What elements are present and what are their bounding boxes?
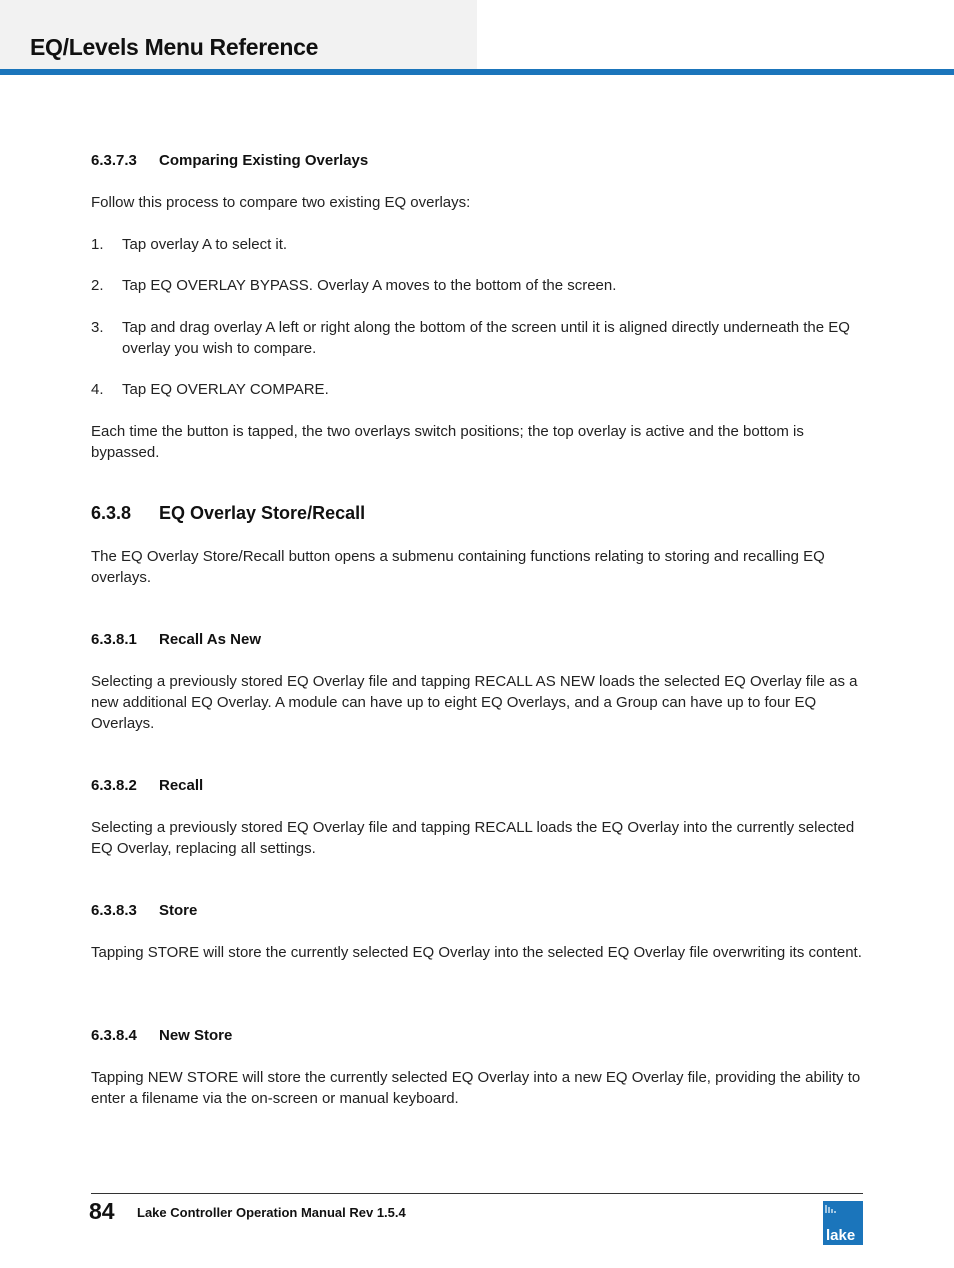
page-number: 84 [89,1198,115,1224]
paragraph: Each time the button is tapped, the two overlays switch positions; the top overlay is active and the bottom is bypassed. [91,423,804,461]
paragraph: Tapping NEW STORE will store the currently selected EQ Overlay into a new EQ Overlay file, providing the ability to enter a filename via the on-screen or manual keyboard. [91,1069,861,1107]
lake-logo [823,1201,863,1245]
section-heading-6-3-8-3: 6.3.8.3 Store [91,902,198,919]
list-item: 1. Tap overlay A to select it. [91,236,288,253]
section-heading-6-3-8-2: 6.3.8.2 Recall [91,777,204,794]
paragraph: The EQ Overlay Store/Recall button opens a submenu containing functions relating to storing and recalling EQ overlays. [91,548,825,586]
footer-rule [91,1193,863,1194]
header-rule [0,69,954,75]
section-heading-6-3-7-3: 6.3.7.3 Comparing Existing Overlays [91,152,369,169]
section-heading-6-3-8-1: 6.3.8.1 Recall As New [91,631,261,648]
paragraph: Selecting a previously stored EQ Overlay file and tapping RECALL loads the EQ Overlay into the currently selected EQ Overlay, replacing all settings. [91,819,855,857]
footer-title: Lake Controller Operation Manual Rev 1.5.4 [137,1205,406,1220]
list-item: 4. Tap EQ OVERLAY COMPARE. [91,381,329,398]
list-item: 2. Tap EQ OVERLAY BYPASS. Overlay A moves to the bottom of the screen. [91,277,617,294]
paragraph: Selecting a previously stored EQ Overlay file and tapping RECALL AS NEW loads the selected EQ Overlay file as a new additional EQ Overlay. A module can have up to eight EQ Overlays, and a Group can have up to four EQ Overlays. [91,673,858,732]
paragraph: Follow this process to compare two existing EQ overlays: [91,194,471,211]
logo-wordmark: lake [826,1227,856,1244]
section-heading-6-3-8-4: 6.3.8.4 New Store [91,1027,233,1044]
section-heading-6-3-8: 6.3.8 EQ Overlay Store/Recall [91,503,366,523]
page-title: EQ/Levels Menu Reference [30,34,319,60]
list-item: 3. Tap and drag overlay A left or right along the bottom of the screen until it is aligned directly underneath the EQ overlay you wish to compare. [91,319,850,357]
paragraph: Tapping STORE will store the currently selected EQ Overlay into the selected EQ Overlay file overwriting its content. [91,944,862,961]
